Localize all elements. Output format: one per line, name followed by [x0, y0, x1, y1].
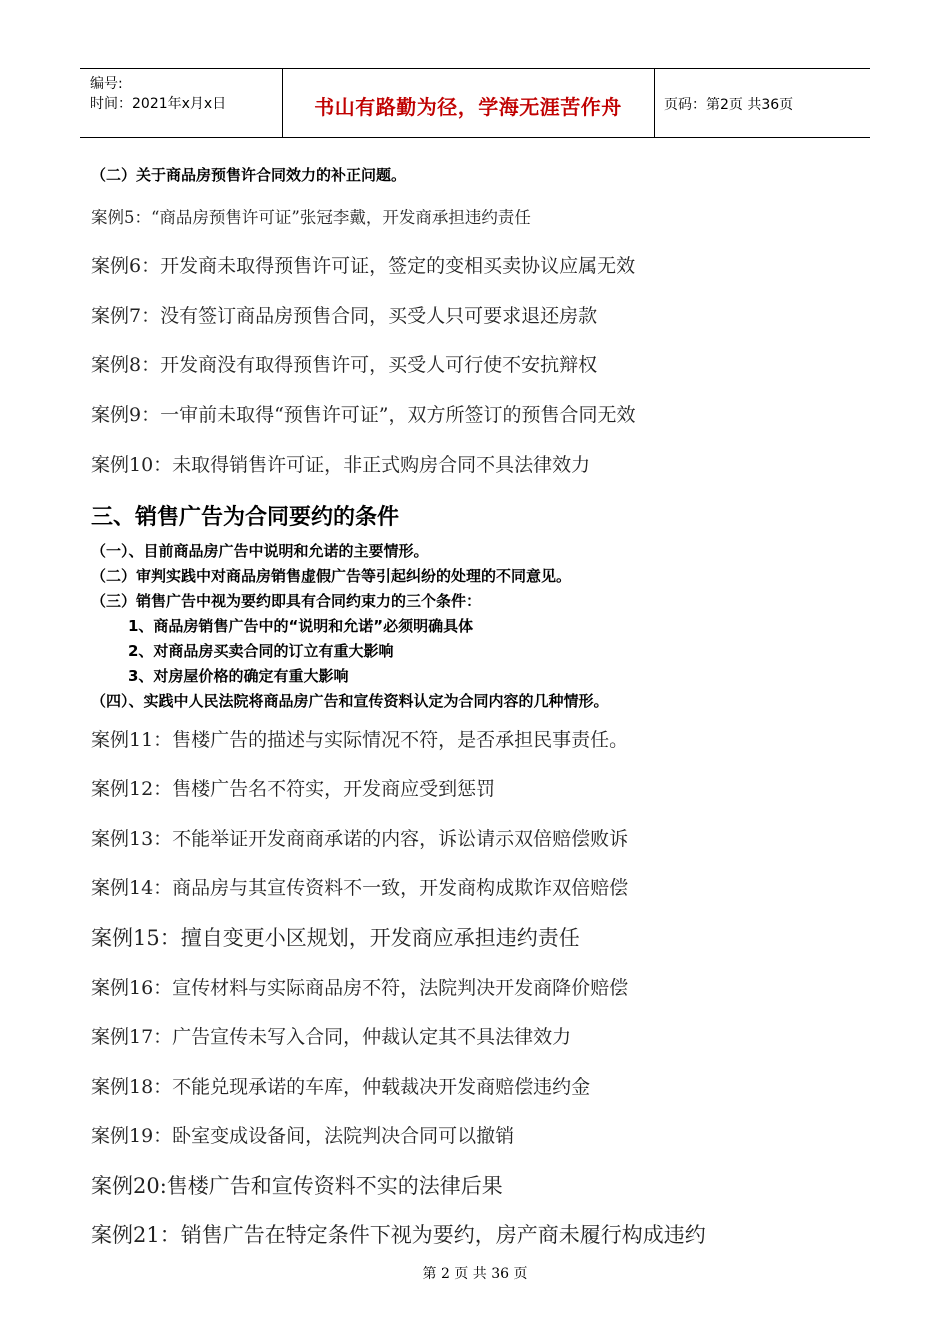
case-item: 案例10：未取得销售许可证，非正式购房合同不具法律效力: [91, 454, 591, 476]
page-header: [80, 68, 870, 138]
condition-item: 2、对商品房买卖合同的订立有重大影响: [128, 642, 394, 660]
case-item: 案例8：开发商没有取得预售许可，买受人可行使不安抗辩权: [91, 354, 598, 376]
subheading: （二）审判实践中对商品房销售虚假广告等引起纠纷的处理的不同意见。: [91, 567, 572, 585]
subheading: （一）、目前商品房广告中说明和允诺的主要情形。: [91, 542, 429, 560]
page-footer: 第 2 页 共 36 页: [422, 1266, 528, 1282]
header-meta: [80, 69, 283, 137]
case-item: 案例20:售楼广告和宣传资料不实的法律后果: [91, 1174, 503, 1198]
case-item: 案例11：售楼广告的描述与实际情况不符，是否承担民事责任。: [91, 729, 629, 751]
header-motto-cell: [282, 69, 655, 137]
condition-item: 3、对房屋价格的确定有重大影响: [128, 667, 349, 685]
header-page-code: 页码：第2页 共36页: [664, 97, 794, 113]
case-item: 案例16：宣传材料与实际商品房不符，法院判决开发商降价赔偿: [91, 977, 629, 999]
condition-item: 1、商品房销售广告中的“说明和允诺”必须明确具体: [128, 617, 474, 635]
subheading: （四）、实践中人民法院将商品房广告和宣传资料认定为合同内容的几种情形。: [91, 692, 609, 710]
document-number-label: 编号:: [90, 76, 123, 92]
subheading: （三）销售广告中视为要约即具有合同约束力的三个条件：: [91, 592, 482, 610]
case-item: 案例6：开发商未取得预售许可证，签定的变相买卖协议应属无效: [91, 255, 636, 277]
subheading: （二）关于商品房预售许合同效力的补正问题。: [91, 166, 407, 184]
header-motto: 书山有路勤为径，学海无涯苦作舟: [314, 95, 622, 119]
document-date: 时间：2021年x月x日: [90, 96, 227, 112]
case-item: 案例21：销售广告在特定条件下视为要约，房产商未履行构成违约: [91, 1223, 706, 1247]
section-heading: 三、销售广告为合同要约的条件: [91, 505, 400, 530]
case-item: 案例12：售楼广告名不符实，开发商应受到惩罚: [91, 778, 496, 800]
case-item: 案例15：擅自变更小区规划，开发商应承担违约责任: [91, 926, 580, 950]
case-item: 案例9：一审前未取得“预售许可证”，双方所签订的预售合同无效: [91, 404, 636, 426]
case-item: 案例13：不能举证开发商商承诺的内容，诉讼请示双倍赔偿败诉: [91, 828, 629, 850]
case-item: 案例7：没有签订商品房预售合同，买受人只可要求退还房款: [91, 305, 598, 327]
header-page-cell: [654, 69, 870, 137]
case-item: 案例14：商品房与其宣传资料不一致，开发商构成欺诈双倍赔偿: [91, 877, 629, 899]
case-item: 案例5：“商品房预售许可证”张冠李戴，开发商承担违约责任: [91, 208, 531, 227]
case-item: 案例17：广告宣传未写入合同，仲裁认定其不具法律效力: [91, 1026, 572, 1048]
case-item: 案例18：不能兑现承诺的车库，仲载裁决开发商赔偿违约金: [91, 1076, 591, 1098]
case-item: 案例19：卧室变成设备间，法院判决合同可以撤销: [91, 1125, 515, 1147]
